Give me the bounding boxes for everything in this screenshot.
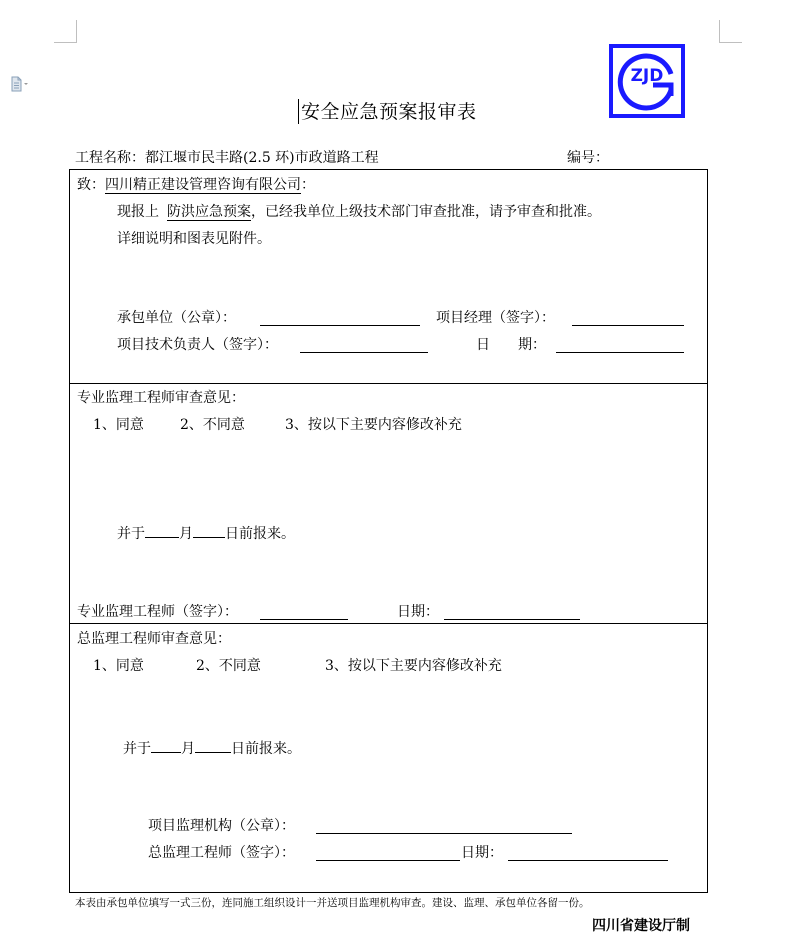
document-icon[interactable] bbox=[10, 76, 30, 92]
chief-opt-disagree: 2、不同意 bbox=[196, 658, 261, 674]
statement-prefix: 现报上 bbox=[117, 204, 159, 220]
supervision-agency-seal-field[interactable] bbox=[316, 833, 572, 834]
submission-statement bbox=[117, 203, 601, 221]
chief-review-heading: 总监理工程师审查意见： bbox=[77, 631, 231, 647]
chief-deadline-suffix: 日前报来。 bbox=[231, 741, 301, 757]
plan-name: 防洪应急预案 bbox=[167, 204, 251, 220]
chief-deadline bbox=[123, 738, 301, 758]
chief-opt-agree: 1、同意 bbox=[93, 658, 144, 674]
project-label: 工程名称： bbox=[75, 150, 145, 166]
section3-date-field[interactable] bbox=[508, 860, 668, 861]
specialist-engineer-signature-field[interactable] bbox=[260, 619, 348, 620]
footer-note: 本表由承包单位填写一式三份，连同施工组织设计一并送项目监理机构审查。建设、监理、承包单位各留一份。 bbox=[75, 897, 590, 909]
deadline-suffix: 日前报来。 bbox=[225, 526, 295, 542]
deadline-month-field[interactable] bbox=[145, 523, 179, 538]
chief-deadline-prefix: 并于 bbox=[123, 741, 151, 757]
statement-suffix: ，已经我单位上级技术部门审查批准，请予审查和批准。 bbox=[251, 204, 601, 220]
chief-deadline-month-field[interactable] bbox=[151, 738, 181, 753]
crop-mark-top-left bbox=[54, 20, 77, 43]
section-divider-1 bbox=[70, 383, 707, 384]
recipient-line bbox=[77, 176, 315, 194]
section-divider-2 bbox=[70, 623, 707, 624]
contractor-seal-label: 承包单位（公章）： bbox=[117, 310, 236, 326]
chief-opt-revise: 3、按以下主要内容修改补充 bbox=[325, 658, 502, 674]
number-label: 编号： bbox=[567, 150, 609, 166]
recipient-name: 四川精正建设管理咨询有限公司 bbox=[105, 177, 301, 193]
deadline-day-field[interactable] bbox=[193, 523, 225, 538]
to-label: 致： bbox=[77, 177, 105, 193]
section3-date-label: 日期： bbox=[461, 845, 503, 861]
section1-date-field[interactable] bbox=[556, 352, 684, 353]
crop-mark-top-right bbox=[719, 20, 742, 43]
chief-engineer-label: 总监理工程师（签字）： bbox=[148, 845, 295, 861]
specialist-review-heading: 专业监理工程师审查意见： bbox=[77, 390, 245, 406]
contractor-seal-field[interactable] bbox=[260, 325, 420, 326]
specialist-engineer-label: 专业监理工程师（签字）： bbox=[77, 604, 238, 620]
project-name-line bbox=[75, 149, 379, 167]
project-manager-label: 项目经理（签字）： bbox=[436, 310, 555, 326]
specialist-opt-disagree: 2、不同意 bbox=[180, 417, 245, 433]
deadline-month-label: 月 bbox=[179, 526, 193, 542]
section2-date-field[interactable] bbox=[444, 619, 580, 620]
supervision-agency-label: 项目监理机构（公章）： bbox=[148, 818, 295, 834]
issuer: 四川省建设厅制 bbox=[592, 918, 690, 934]
attachment-note: 详细说明和图表见附件。 bbox=[117, 231, 271, 247]
deadline-prefix: 并于 bbox=[117, 526, 145, 542]
text-cursor bbox=[298, 99, 299, 124]
recipient-suffix: ： bbox=[301, 177, 315, 193]
specialist-opt-agree: 1、同意 bbox=[93, 417, 144, 433]
chief-engineer-signature-field[interactable] bbox=[316, 860, 460, 861]
logo-text: ZJD bbox=[630, 66, 664, 86]
project-name: 都江堰市民丰路(2.5 环)市政道路工程 bbox=[145, 150, 379, 166]
page-title: 安全应急预案报审表 bbox=[301, 101, 477, 123]
chief-deadline-month-label: 月 bbox=[181, 741, 195, 757]
specialist-opt-revise: 3、按以下主要内容修改补充 bbox=[285, 417, 462, 433]
section2-date-label: 日期： bbox=[397, 604, 439, 620]
project-manager-signature-field[interactable] bbox=[572, 325, 684, 326]
zjd-logo bbox=[609, 44, 685, 118]
chief-deadline-day-field[interactable] bbox=[195, 738, 231, 753]
tech-lead-signature-field[interactable] bbox=[300, 352, 428, 353]
section1-date-label: 日 期： bbox=[476, 337, 546, 353]
specialist-deadline bbox=[117, 523, 295, 543]
tech-lead-label: 项目技术负责人（签字）： bbox=[117, 337, 278, 353]
